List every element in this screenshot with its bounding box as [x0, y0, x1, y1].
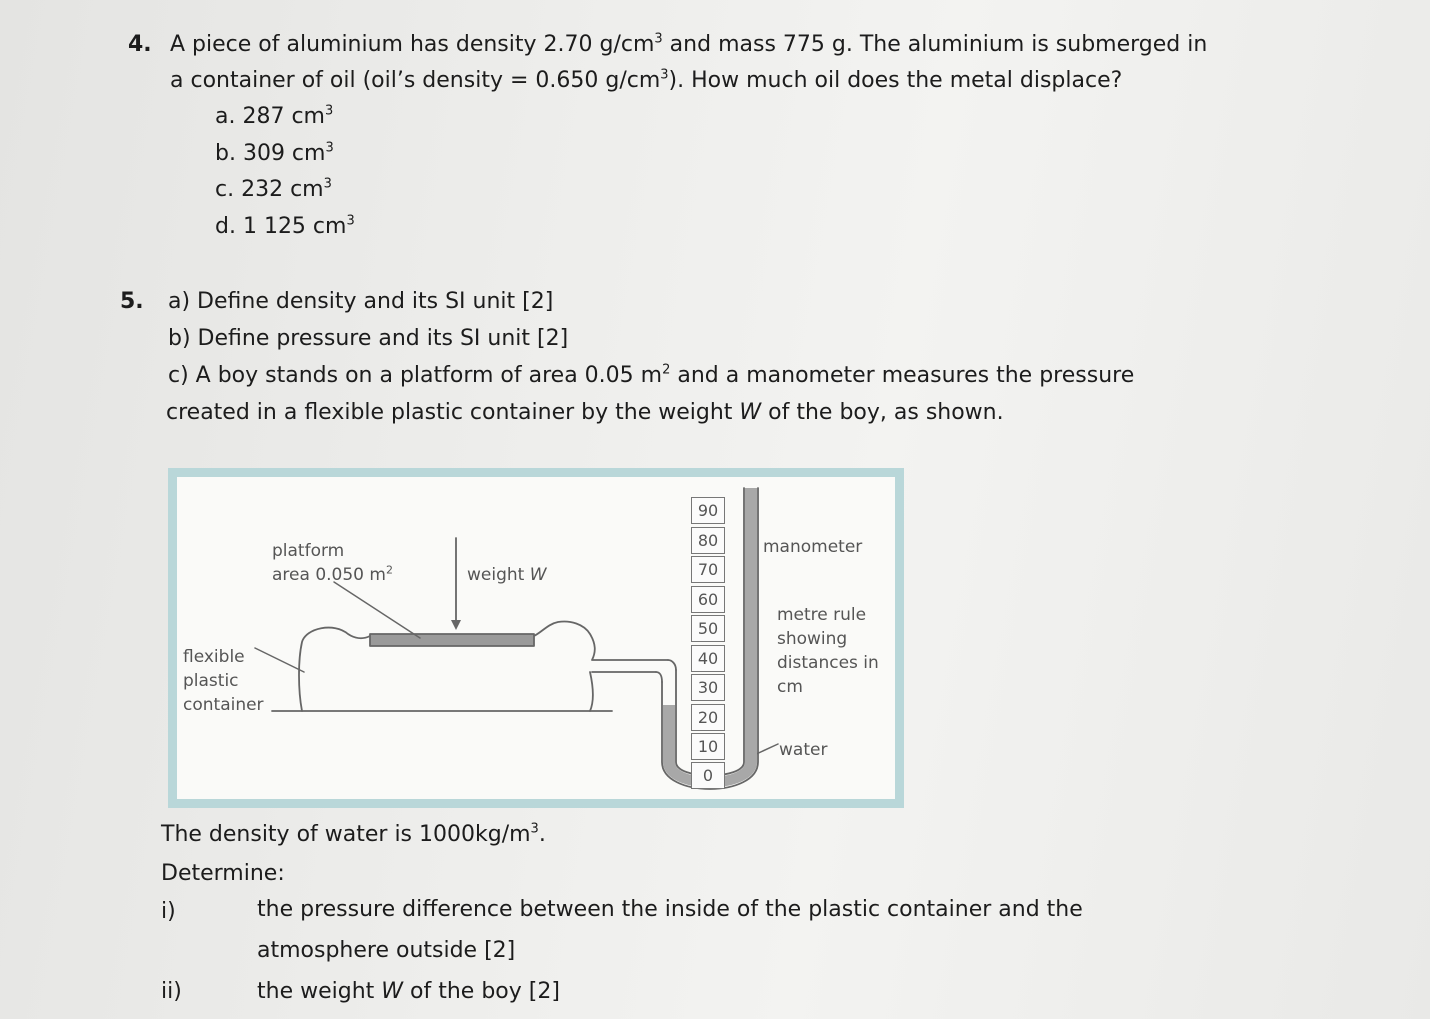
q4-line-1	[170, 31, 1207, 59]
weight-label-w: W	[529, 565, 547, 585]
weight-label-text: weight	[467, 565, 530, 585]
part-ii-text	[257, 978, 560, 1006]
q5-c1-sup: 2	[662, 362, 671, 378]
part-i-text-1: the pressure difference between the inside of the plastic container and the	[257, 897, 1083, 922]
q4-option-d	[215, 213, 355, 241]
tick-0: 0	[691, 762, 725, 789]
container-outline-lower	[590, 672, 593, 711]
flexible-leader	[255, 648, 304, 672]
part-i-text-2: atmosphere outside [2]	[257, 938, 516, 963]
tick-30: 30	[691, 674, 725, 701]
q5-c2-w: W	[739, 400, 762, 425]
q5-part-b: b) Define pressure and its SI unit [2]	[168, 326, 569, 351]
manometer-label: manometer	[763, 537, 863, 557]
water-label: water	[779, 740, 828, 760]
q4-sup: 3	[323, 176, 332, 192]
tick-90: 90	[691, 497, 725, 524]
weight-arrowhead	[451, 620, 461, 630]
q4-number: 4.	[128, 32, 152, 57]
q4-line-1-b: and mass 775 g. The aluminium is submerged in	[662, 32, 1208, 57]
flexible-label: flexible	[183, 647, 245, 667]
q5-c2-b: of the boy, as shown.	[761, 400, 1004, 425]
q4-sup: 3	[660, 67, 669, 83]
q5-part-c-line-1	[168, 362, 1134, 390]
q4-sup: 3	[654, 31, 663, 47]
ii-text-a: the weight	[257, 979, 382, 1004]
platform-label: platform	[272, 541, 345, 561]
q4-line-2	[170, 67, 1122, 95]
platform	[370, 634, 534, 646]
determine-label: Determine:	[161, 861, 285, 886]
density-b: .	[538, 822, 546, 847]
q4-option-a-text: a. 287 cm	[215, 104, 325, 129]
ii-text-w: W	[381, 979, 404, 1004]
q4-line-1-a: A piece of aluminium has density 2.70 g/cm	[170, 32, 655, 57]
q4-line-2-a: a container of oil (oil’s density = 0.650 g/cm	[170, 68, 661, 93]
q5-part-a: a) Define density and its SI unit [2]	[168, 289, 554, 314]
part-ii-number: ii)	[161, 979, 182, 1004]
q4-option-c	[215, 176, 332, 204]
q5-c1-b: and a manometer measures the pressure	[670, 363, 1135, 388]
tick-20: 20	[691, 704, 725, 731]
q4-option-b	[215, 140, 334, 168]
container-label: container	[183, 695, 264, 715]
area-label-sup: 2	[385, 563, 393, 577]
q4-sup: 3	[324, 103, 334, 119]
q4-line-2-b: ). How much oil does the metal displace?	[668, 68, 1123, 93]
tick-80: 80	[691, 527, 725, 554]
tick-10: 10	[691, 733, 725, 760]
q5-number: 5.	[120, 289, 144, 314]
ii-text-b: of the boy [2]	[403, 979, 560, 1004]
q4-option-a	[215, 103, 333, 131]
q5-c1-a: c) A boy stands on a platform of area 0.05 m	[168, 363, 663, 388]
area-label	[272, 563, 393, 587]
tick-50: 50	[691, 615, 725, 642]
density-a: The density of water is 1000kg/m	[161, 822, 531, 847]
water-density-line	[161, 821, 546, 849]
rule-label-2: showing	[777, 629, 848, 649]
q4-sup: 3	[325, 140, 334, 156]
tick-70: 70	[691, 556, 725, 583]
tick-40: 40	[691, 645, 725, 672]
weight-label	[467, 563, 547, 587]
pipe-bend	[668, 660, 676, 670]
manometer-figure	[168, 468, 904, 808]
q4-option-c-text: c. 232 cm	[215, 177, 324, 202]
q4-option-b-text: b. 309 cm	[215, 141, 326, 166]
platform-leader	[334, 582, 420, 638]
rule-label-4: cm	[777, 677, 803, 697]
part-i-number: i)	[161, 899, 176, 924]
density-sup: 3	[530, 821, 539, 837]
q5-c2-a: created in a flexible plastic container by the weight	[166, 400, 740, 425]
q5-part-c-line-2	[166, 399, 1004, 427]
rule-label-3: distances in	[777, 653, 879, 673]
plastic-label: plastic	[183, 671, 239, 691]
q4-sup: 3	[346, 213, 355, 229]
pipe-bend-outer	[656, 672, 662, 682]
tick-60: 60	[691, 586, 725, 613]
q4-option-d-text: d. 1 125 cm	[215, 214, 347, 239]
rule-label-1: metre rule	[777, 605, 867, 625]
area-label-text: area 0.050 m	[272, 565, 386, 585]
